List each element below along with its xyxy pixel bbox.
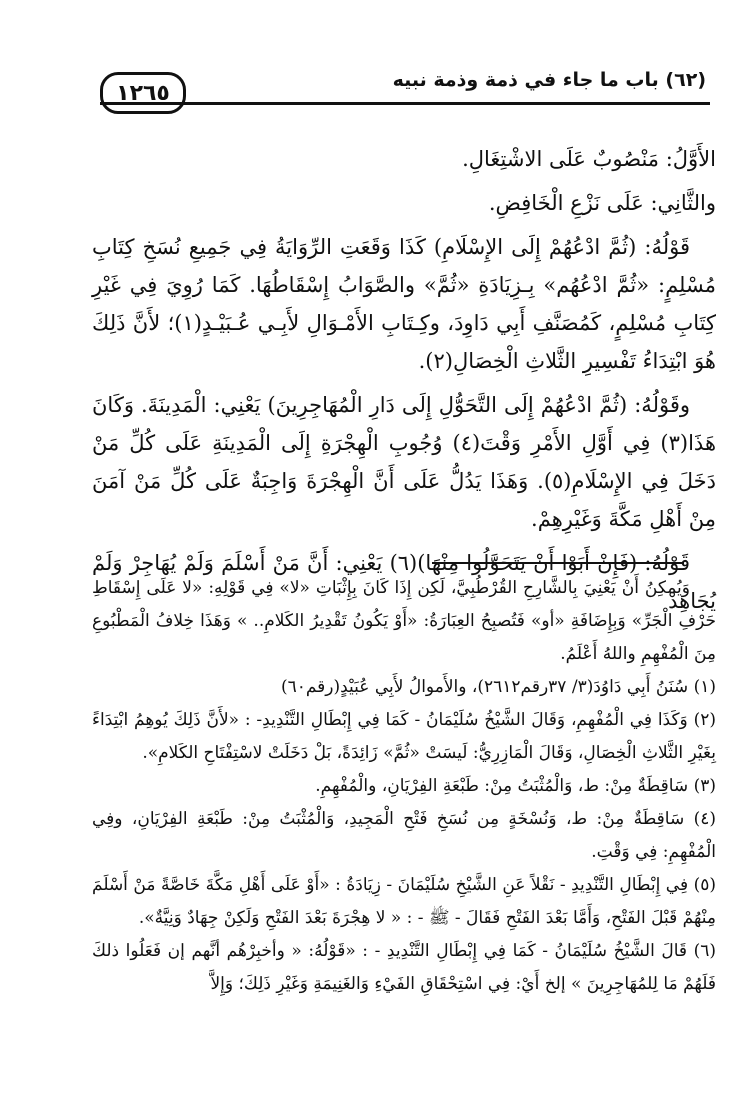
main-paragraph: والثَّانِي: عَلَى نَزْعِ الْخَافِضِ. (488, 191, 716, 215)
footnote-continuation: وَيُمكِنُ أَنْ يَعْنِيَ بِالشَّارِحِ القُرْطُبِيَّ، لَكِن إِذَا كَانَ بِإِثْبَاتِ «لا» فِي قَوْلِهِ: «لا عَلَى إِسْقَاطِ حَرْفِ الْجَرِّ» وَبِإِضَافَةِ «أو» فَتُصبِحُ العِبَارَةُ: «أَوْ يَكُونُ تَقْدِيرُ الكَلامِ.. » وَهَذَا خِلافُ الْمَطْبُوعِ مِنَ الْمُفْهِمِ واللهُ أَعْلَمُ. (92, 578, 716, 664)
main-text (92, 140, 716, 626)
main-paragraph: قَوْلُهُ: (فَإِنْ أَبَوْا أَنْ يَتَحَوَّلُوا مِنْهَا)(٦) يَعْنِي: أَنَّ مَنْ أَسْلَمَ وَلَمْ يُهَاجِرْ وَلَمْ يُجَاهِدْ (92, 551, 716, 613)
header-divider (100, 102, 710, 105)
main-paragraph: قَوْلُهُ: (ثُمَّ ادْعُهُمْ إِلَى الإِسْلَامِ) كَذَا وَقَعَتِ الرِّوَايَةُ فِي جَمِيعِ نُسَخِ كِتَابِ مُسْلِمٍ: «ثُمَّ ادْعُهُم» بِـزِيَادَةِ «ثُمَّ» والصَّوَابُ إِسْقَاطُهَا. كَمَا رُوِيَ فِي غَيْرِ كِتَابِ مُسْلِمٍ، كَمُصَنَّفِ أَبِي دَاوِدَ، وكِـتَابِ الأَمْـوَالِ لأَبِـي عُـبَيْـدٍ(١)؛ لأَنَّ ذَلِكَ هُوَ ابْتِدَاءُ تَفْسِيرِ الثَّلاثِ الْخِصَالِ(٢). (92, 235, 716, 373)
running-header (100, 60, 706, 100)
footnote-item: (٢) وَكَذَا فِي الْمُفْهِمِ، وَقَالَ الشَّيْخُ سُلَيْمَانُ - كَمَا فِي إِبْطَالِ التَّنْدِيدِ- : «لأَنَّ ذَلِكَ يُوهِمُ ابْتِدَاءً بِغَيْرِ الثَّلاثِ الْخِصَالِ، وَقَالَ الْمَازِرِيُّ: لَيسَتْ «ثُمَّ» زَائِدَةً، بَلْ دَخَلَتْ لاسْتِفْتَاحِ الكَلامِ». (92, 710, 716, 763)
chapter-title: (٦٢) باب ما جاء في ذمة وذمة نبيه (392, 69, 706, 91)
footnote-item: (٥) فِي إِبْطَالِ التَّنْدِيدِ - نَقْلاً عَنِ الشَّيْخِ سُلَيْمَانَ - زِيَادَةُ : «أَوْ عَلَى أَهْلِ مَكَّةَ خَاصَّةً مَنْ أَسْلَمَ مِنْهُمْ قَبْلَ الفَتْحِ، وَأَمَّا بَعْدَ الفَتْحِ فَقَالَ - ﷺ - : « لا هِجْرَةَ بَعْدَ الفَتْحِ وَلَكِنْ جِهَادٌ وَنِيَّةٌ». (92, 875, 716, 928)
footnote-item: (٦) قَالَ الشَّيْخُ سُلَيْمَانُ - كَمَا فِي إِبْطَالِ التَّنْدِيدِ - : «قَوْلُهُ: « وأخبِرْهُم أنَّهم إن فَعَلُوا ذلكَ فَلَهُمْ مَا لِلمُهَاجِرِينَ » إلخ أَيْ: فِي اسْتِحْقَاقِ الفَيْءِ وَالغَنِيمَةِ وَغَيْرِ ذَلِكَ؛ وَإِلاَّ (92, 941, 716, 994)
main-paragraph: وقَوْلُهُ: (ثُمَّ ادْعُهُمْ إِلَى التَّحَوُّلِ إِلَى دَارِ الْمُهَاجِرِينَ) يَعْنِي: الْمَدِينَةَ. وَكَانَ هَذَا(٣) فِي أَوَّلِ الأَمْرِ وَقْتَ(٤) وُجُوبِ الْهِجْرَةِ إِلَى الْمَدِينَةِ عَلَى كُلِّ مَنْ دَخَلَ فِي الإِسْلَامِ(٥). وَهَذَا يَدُلُّ عَلَى أَنَّ الْهِجْرَةَ وَاجِبَةٌ عَلَى كُلِّ مَنْ آمَنَ مِنْ أَهْلِ مَكَّةَ وَغَيْرِهِمْ. (92, 393, 717, 531)
footnotes (92, 572, 716, 1001)
footnote-divider (432, 562, 684, 564)
footnote-item: (٤) سَاقِطَةٌ مِنْ: ط، وَنُسْخَةٍ مِن نُسَخِ فَتْحِ الْمَجِيدِ، وَالْمُثْبَتُ مِنْ: طَبْعَةِ الفِرْيَانِ، وفِي الْمُفْهِمِ: فِي وَقْتِ. (92, 809, 716, 862)
page-number: ١٢٦٥ (100, 72, 186, 114)
footnote-item: (٣) سَاقِطَةٌ مِنْ: ط، وَالْمُثْبَتُ مِنْ: طَبْعَةِ الفِرْيَانِ، والْمُفْهِمِ. (315, 776, 716, 796)
main-paragraph: الأَوَّلُ: مَنْصُوبٌ عَلَى الاشْتِغَالِ. (462, 147, 716, 171)
footnote-item: (١) سُنَنُ أَبِي دَاوُدَ(٣/ ٣٧رقم٢٦١٢)، والأَموالُ لأَبِي عُبَيْدٍ(رقم٦٠) (280, 677, 716, 697)
